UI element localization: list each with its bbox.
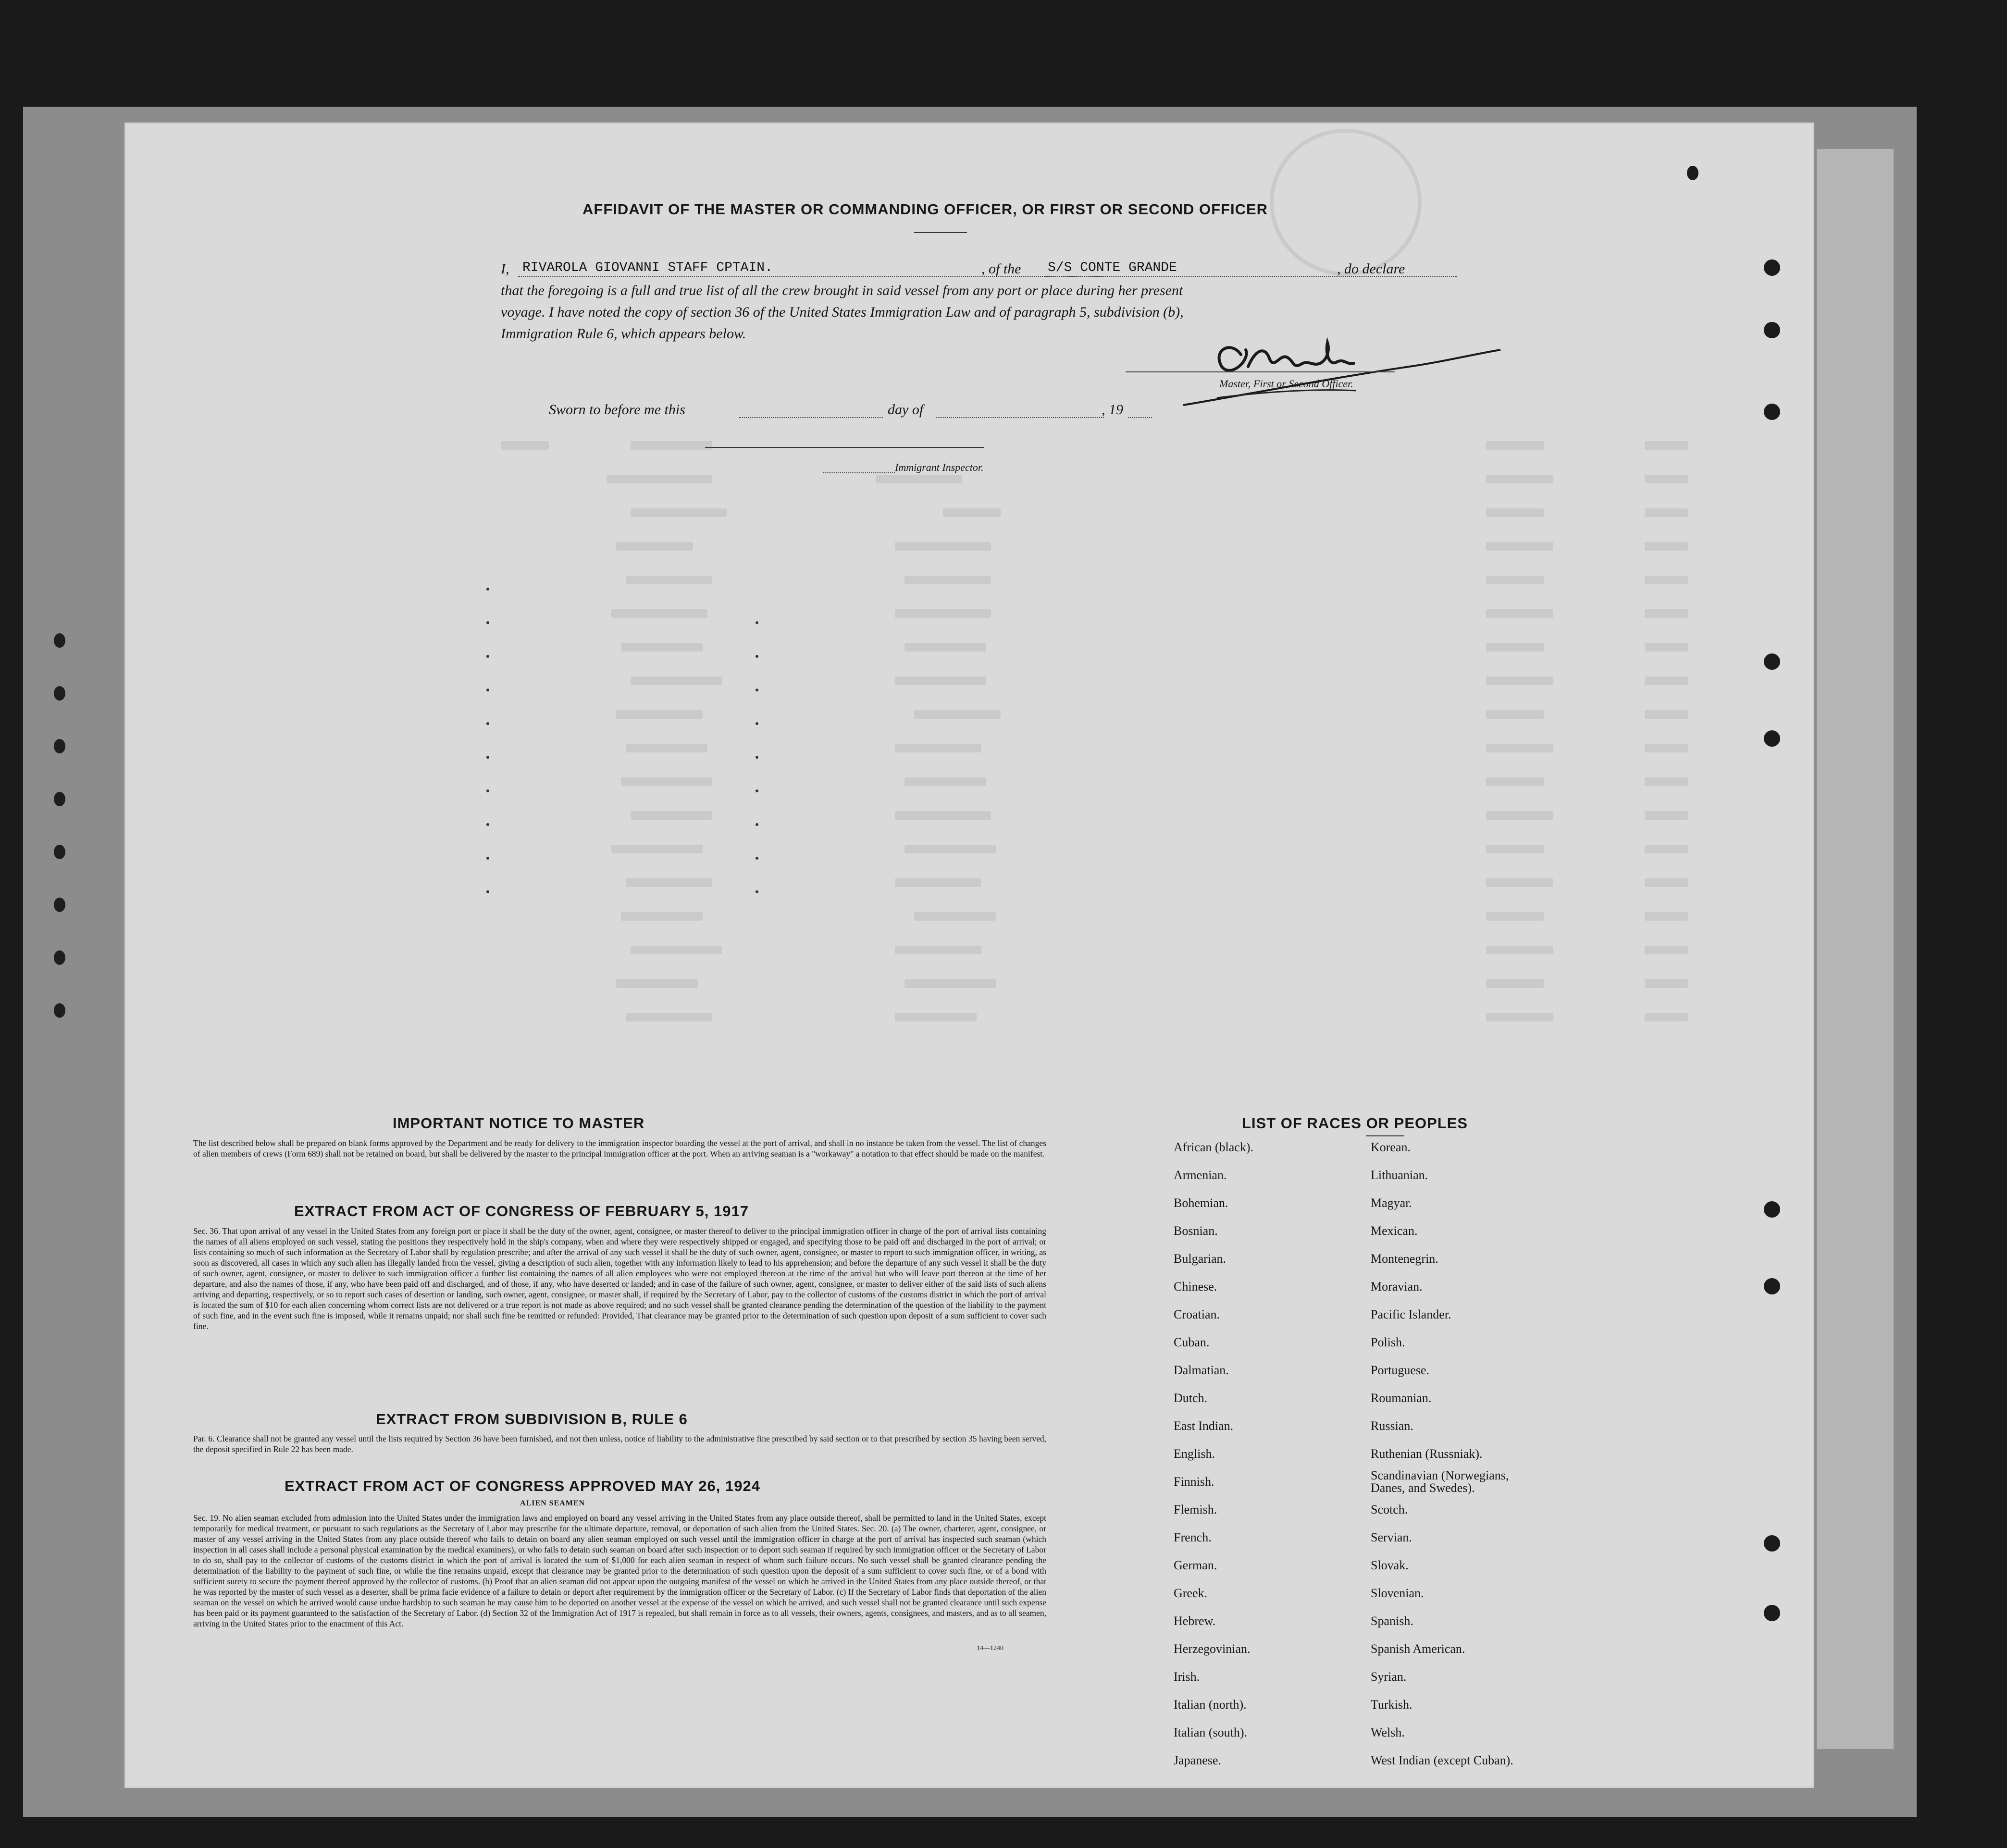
race-right-19: Spanish American. xyxy=(1371,1642,1465,1656)
binding-hole xyxy=(54,950,65,965)
race-right-4: Mexican. xyxy=(1371,1224,1418,1238)
binding-hole xyxy=(1764,730,1780,747)
race-left-15: French. xyxy=(1174,1530,1212,1544)
race-right-16: Slovak. xyxy=(1371,1558,1409,1572)
race-left-19: Herzegovinian. xyxy=(1174,1642,1251,1656)
binding-hole xyxy=(54,1003,65,1018)
bleed-through-table xyxy=(126,441,1813,1075)
underlying-page-edge xyxy=(1817,149,1894,1749)
sworn-year-line xyxy=(1128,417,1152,418)
race-right-17: Slovenian. xyxy=(1371,1586,1424,1600)
race-left-8: Cuban. xyxy=(1174,1335,1210,1349)
notice-title: IMPORTANT NOTICE TO MASTER xyxy=(393,1115,645,1132)
extract-1917-text: Sec. 36. That upon arrival of any vessel in the United States from any foreign port or place it shall be the duty of the owner, agent, consignee, or master thereof to deliver to the principal immigration officer in charge of the port of arrival lists containing the names of all aliens employed on such vessel, stating the positions they respectively hold in the ship's company, when and where they were respectively shipped or engaged, and specifying those to be paid off and discharged in the port of arrival; or lists containing so much of such information as the Secretary of Labor shall by regulation prescribe; and after the arrival of any such vessel it shall be the duty of such owner, agent, consignee, or master to report to such immigration officer, in writing, as soon as discovered, all cases in which any such alien has illegally landed from the vessel, giving a description of such alien, together with any information likely to lead to his apprehension; and before the departure of any such vessel it shall be the duty of such owner, agent, consignee, or master to deliver to such immigration officer a further list containing the names of all alien employees who were not employed thereon at the time of the arrival but who will leave port thereon at the time of her departure, and also the names of those, if any, who have been paid off and discharged, and of those, if any, who have deserted or landed; and in case of the failure of such owner, agent, consignee, or master to deliver either of the said lists of such aliens arriving and departing, respectively, or so to report such cases of desertion or landing, such owner, agent, consignee, or master shall, if required by the Secretary of Labor, pay to the collector of customs of the customs district in which the port of arrival is located the sum of $10 for each alien concerning whom correct lists are not delivered or a true report is not made as above required; and no such vessel shall be granted clearance pending the determination of the question of the liability to the payment of such fine, and in the event such fine is imposed, while it remains unpaid; nor shall such fine be remitted or refunded: Provided, That clearance may be granted prior to the determination of such question upon deposit of a sum sufficient to cover such fine. xyxy=(193,1226,1046,1331)
race-right-9: Portuguese. xyxy=(1371,1363,1430,1377)
race-left-13: Finnish. xyxy=(1174,1475,1214,1489)
binding-hole xyxy=(1764,1201,1780,1218)
race-left-23: Japanese. xyxy=(1174,1753,1221,1767)
affidavit-i-label: I, xyxy=(501,261,509,277)
officer-name: RIVAROLA GIOVANNI STAFF CPTAIN. xyxy=(522,260,773,275)
affidavit-line-3: voyage. I have noted the copy of section 36 of the United States Immigration Law and of paragraph 5, subdivision (b), xyxy=(501,304,1184,320)
race-left-2: Armenian. xyxy=(1174,1168,1227,1182)
race-left-1: African (black). xyxy=(1174,1140,1254,1154)
subdivision-text: Par. 6. Clearance shall not be granted any vessel until the lists required by Section 36 have been furnished, and not then unless, notice of liability to the administrative fine prescribed by said section or to that prescribed by section 35 having been served, the deposit specified in Rule 22 has been made. xyxy=(193,1434,1046,1454)
title-rule xyxy=(914,232,967,233)
extract-1924-text: Sec. 19. No alien seaman excluded from admission into the United States under the immigration laws and employed on board any vessel arriving in the United States from any place outside thereof, shall be permitted to land in the United States, except temporarily for medical treatment, or pursuant to such regulations as the Secretary of Labor may prescribe for the ultimate departure, removal, or deportation of such alien from the United States. Sec. 20. (a) The owner, charterer, agent, consignee, or master of any vessel arriving in the United States from any place outside thereof who fails to detain on board any alien seaman employed on such vessel until the immigration officer in charge at the port of arrival has inspected such seaman (which inspection in all cases shall include a personal physical examination by the medical examiners), or who fails to detain such seaman on board after such inspection or to deport such seaman if required by such immigration officer or the Secretary of Labor to do so, shall pay to the collector of customs of the customs district in which the port of arrival is located the sum of $1,000 for each alien seaman in respect of whom such failure occurs. No such vessel shall be granted clearance pending the determination of the liability to the payment of such fine, or while the fine remains unpaid, except that clearance may be granted prior to the determination of such question upon the deposit of a sum sufficient to cover such fine, or of a bond with sufficient surety to secure the payment thereof approved by the collector of customs. (b) Proof that an alien seaman did not appear upon the outgoing manifest of the vessel on which he arrived in the United States from any place outside thereof, or that he was reported by the master of such vessel as a deserter, shall be prima facie evidence of a failure to detain or deport after requirement by the immigration officer or the Secretary of Labor. (c) If the Secretary of Labor finds that deportation of the alien seaman on the vessel on which he arrived would cause undue hardship to such seaman he may cause him to be deported on another vessel at the expense of the vessel on which he arrived, and such vessel shall not be granted clearance until such expense has been paid or its payment guaranteed to the satisfaction of the Secretary of Labor. (d) Section 32 of the Immigration Act of 1917 is repealed, but shall remain in force as to all vessels, their owners, agents, consignees, and masters, and as to all seamen, arriving in the United States prior to the enactment of this Act. xyxy=(193,1513,1046,1628)
race-left-7: Croatian. xyxy=(1174,1307,1220,1321)
binding-hole xyxy=(54,898,65,912)
binding-hole xyxy=(54,739,65,753)
binding-hole xyxy=(1764,653,1780,670)
race-right-18: Spanish. xyxy=(1371,1614,1413,1628)
day-of-label: day of xyxy=(888,402,924,418)
affidavit-of-the: , of the xyxy=(981,261,1021,277)
binding-hole xyxy=(1687,166,1698,180)
binding-hole xyxy=(54,792,65,806)
affidavit-title: AFFIDAVIT OF THE MASTER OR COMMANDING OFFICER, OR FIRST OR SECOND OFFICER xyxy=(582,201,1268,218)
races-title-rule xyxy=(1366,1135,1404,1136)
race-right-8: Polish. xyxy=(1371,1335,1405,1349)
race-right-6: Moravian. xyxy=(1371,1280,1423,1294)
alien-seamen-subtitle: ALIEN SEAMEN xyxy=(520,1499,585,1507)
race-left-12: English. xyxy=(1174,1447,1215,1461)
sworn-date-line xyxy=(739,417,883,418)
races-title: LIST OF RACES OR PEOPLES xyxy=(1242,1115,1468,1132)
race-left-9: Dalmatian. xyxy=(1174,1363,1229,1377)
binding-hole xyxy=(1764,322,1780,338)
signature-caption: Master, First or Second Officer. xyxy=(1219,378,1353,390)
race-right-13: Scandinavian (Norwegians, Danes, and Swedes). xyxy=(1371,1468,1509,1495)
race-left-3: Bohemian. xyxy=(1174,1196,1228,1210)
signature-line xyxy=(1126,371,1395,372)
inspector-caption: Immigrant Inspector. xyxy=(895,461,984,473)
affidavit-line-4: Immigration Rule 6, which appears below. xyxy=(501,326,746,342)
binding-hole xyxy=(54,633,65,648)
race-right-5: Montenegrin. xyxy=(1371,1252,1438,1266)
binding-hole xyxy=(1764,1605,1780,1621)
race-right-3: Magyar. xyxy=(1371,1196,1412,1210)
binding-hole xyxy=(1764,404,1780,420)
race-left-14: Flemish. xyxy=(1174,1503,1217,1516)
race-right-20: Syrian. xyxy=(1371,1670,1407,1684)
affidavit-line-2: that the foregoing is a full and true list of all the crew brought in said vessel from any port or place during her present xyxy=(501,283,1183,298)
sworn-month-line xyxy=(936,417,1104,418)
notice-text: The list described below shall be prepared on blank forms approved by the Department and be ready for delivery to the immigration inspector boarding the vessel at the port of arrival, and shall in no instance be taken from the vessel. The list of changes of alien members of crews (Form 689) shall not be retained on board, but shall be delivered by the master to the principal immigration officer at the port. When an arriving seaman is a "workaway" a notation to that effect should be made on the manifest. xyxy=(193,1138,1046,1158)
race-left-20: Irish. xyxy=(1174,1670,1200,1684)
race-right-15: Servian. xyxy=(1371,1530,1412,1544)
master-signature xyxy=(1183,321,1520,403)
race-left-5: Bulgarian. xyxy=(1174,1252,1226,1266)
race-left-16: German. xyxy=(1174,1558,1217,1572)
affidavit-do-declare: , do declare xyxy=(1337,261,1405,277)
year-prefix: , 19 xyxy=(1102,402,1123,418)
subdivision-title: EXTRACT FROM SUBDIVISION B, RULE 6 xyxy=(376,1411,688,1428)
vessel-name: S/S CONTE GRANDE xyxy=(1048,260,1177,275)
race-left-17: Greek. xyxy=(1174,1586,1208,1600)
race-right-12: Ruthenian (Russniak). xyxy=(1371,1447,1483,1461)
sworn-label: Sworn to before me this xyxy=(549,402,685,418)
race-left-11: East Indian. xyxy=(1174,1419,1234,1433)
race-left-6: Chinese. xyxy=(1174,1280,1217,1294)
race-right-21: Turkish. xyxy=(1371,1698,1412,1712)
race-right-2: Lithuanian. xyxy=(1371,1168,1428,1182)
race-right-10: Roumanian. xyxy=(1371,1391,1432,1405)
race-right-22: Welsh. xyxy=(1371,1725,1405,1739)
binding-hole xyxy=(54,686,65,701)
binding-hole xyxy=(54,845,65,859)
race-left-10: Dutch. xyxy=(1174,1391,1208,1405)
race-right-14: Scotch. xyxy=(1371,1503,1408,1516)
form-number: 14—1240 xyxy=(977,1645,1004,1652)
extract-1924-title: EXTRACT FROM ACT OF CONGRESS APPROVED MAY 26, 1924 xyxy=(285,1478,760,1494)
manifest-page xyxy=(126,124,1813,1786)
race-right-23: West Indian (except Cuban). xyxy=(1371,1753,1513,1767)
ink-stamp xyxy=(1270,129,1422,276)
binding-hole xyxy=(1764,1278,1780,1294)
race-left-4: Bosnian. xyxy=(1174,1224,1218,1238)
binding-hole xyxy=(1764,1535,1780,1552)
race-right-7: Pacific Islander. xyxy=(1371,1307,1451,1321)
extract-1917-title: EXTRACT FROM ACT OF CONGRESS OF FEBRUARY 5, 1917 xyxy=(294,1203,749,1220)
race-left-18: Hebrew. xyxy=(1174,1614,1216,1628)
binding-hole xyxy=(1764,259,1780,276)
race-left-21: Italian (north). xyxy=(1174,1698,1247,1712)
race-left-22: Italian (south). xyxy=(1174,1725,1248,1739)
race-right-1: Korean. xyxy=(1371,1140,1411,1154)
race-right-11: Russian. xyxy=(1371,1419,1413,1433)
